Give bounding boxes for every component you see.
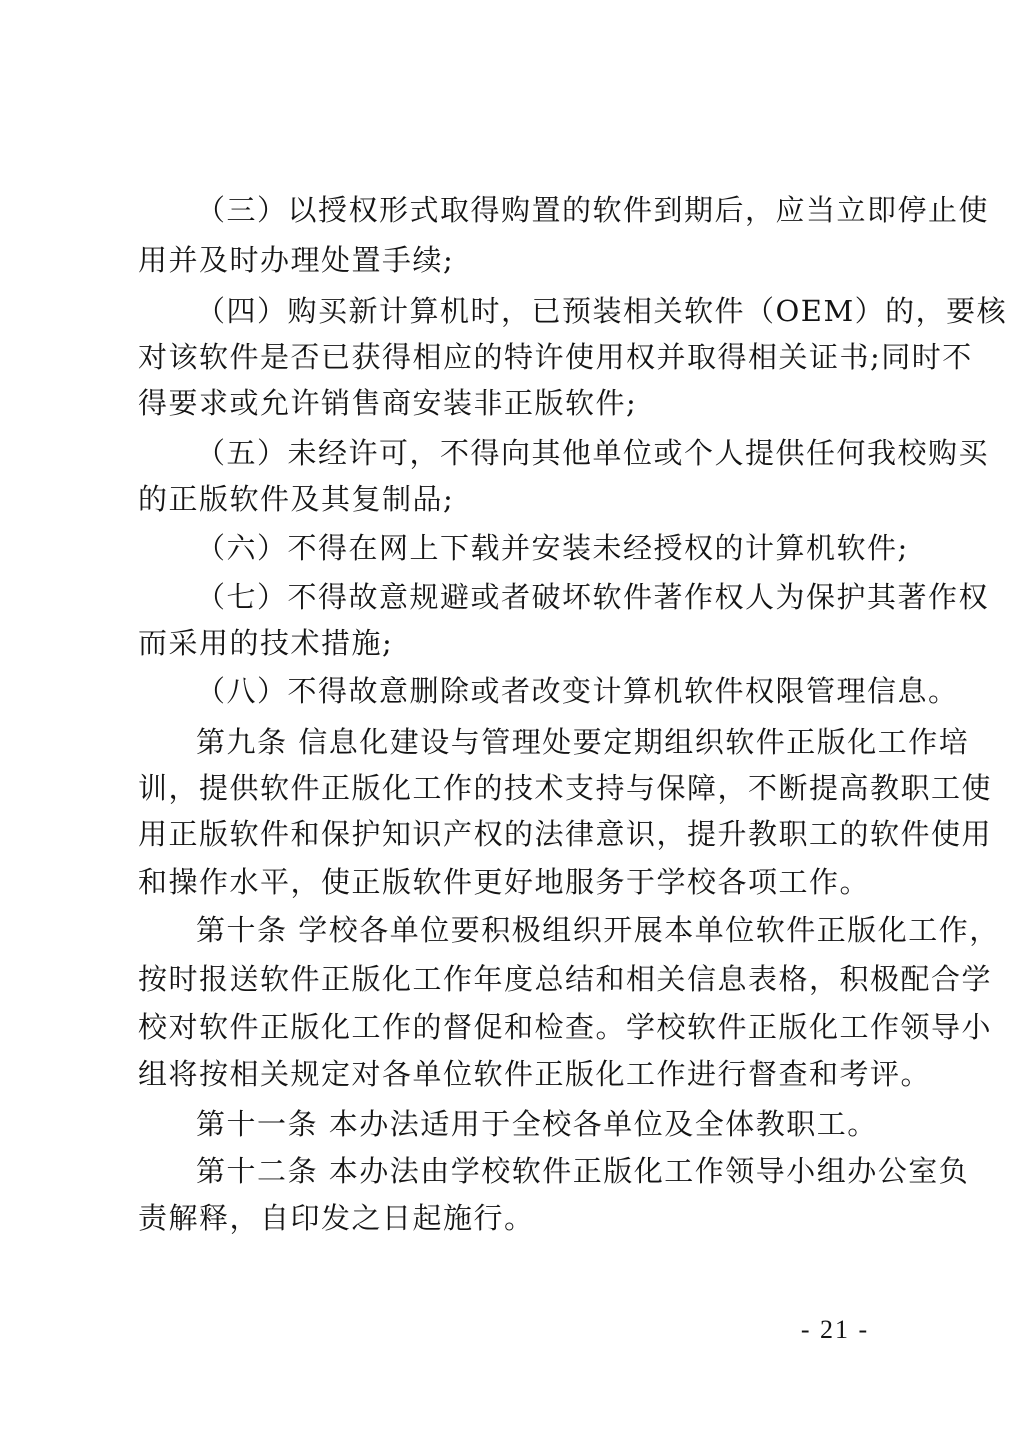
text-line: 第十二条 本办法由学校软件正版化工作领导小组办公室负 <box>196 1154 970 1188</box>
text-line: 按时报送软件正版化工作年度总结和相关信息表格，积极配合学 <box>138 962 993 996</box>
text-line: 用正版软件和保护知识产权的法律意识，提升教职工的软件使用 <box>138 817 993 851</box>
text-line: 用并及时办理处置手续; <box>138 243 455 277</box>
text-line: 第十条 学校各单位要积极组织开展本单位软件正版化工作， <box>196 913 1000 947</box>
text-line: 第十一条 本办法适用于全校各单位及全体教职工。 <box>196 1107 878 1141</box>
text-line: （三）以授权形式取得购置的软件到期后，应当立即停止使 <box>196 193 990 227</box>
text-line: 而采用的技术措施; <box>138 626 394 660</box>
text-line: 校对软件正版化工作的督促和检查。学校软件正版化工作领导小 <box>138 1010 993 1044</box>
text-line: （四）购买新计算机时，已预装相关软件（OEM）的，要核 <box>196 294 1008 328</box>
text-line: 训，提供软件正版化工作的技术支持与保障，不断提高教职工使 <box>138 771 993 805</box>
text-line: （六）不得在网上下载并安装未经授权的计算机软件; <box>196 531 909 565</box>
text-line: 得要求或允许销售商安装非正版软件; <box>138 386 638 420</box>
text-line: （七）不得故意规避或者破坏软件著作权人为保护其著作权 <box>196 580 990 614</box>
page-number: - 21 - <box>800 1315 870 1344</box>
text-line: 第九条 信息化建设与管理处要定期组织软件正版化工作培 <box>196 725 970 759</box>
text-line: 的正版软件及其复制品; <box>138 482 455 516</box>
text-line: （五）未经许可，不得向其他单位或个人提供任何我校购买 <box>196 436 990 470</box>
text-line: 责解释，自印发之日起施行。 <box>138 1201 535 1235</box>
text-line: 组将按相关规定对各单位软件正版化工作进行督查和考评。 <box>138 1057 932 1091</box>
text-line: 和操作水平，使正版软件更好地服务于学校各项工作。 <box>138 865 871 899</box>
text-line: （八）不得故意删除或者改变计算机软件权限管理信息。 <box>196 674 959 708</box>
text-line: 对该软件是否已获得相应的特许使用权并取得相关证书;同时不 <box>138 340 973 374</box>
